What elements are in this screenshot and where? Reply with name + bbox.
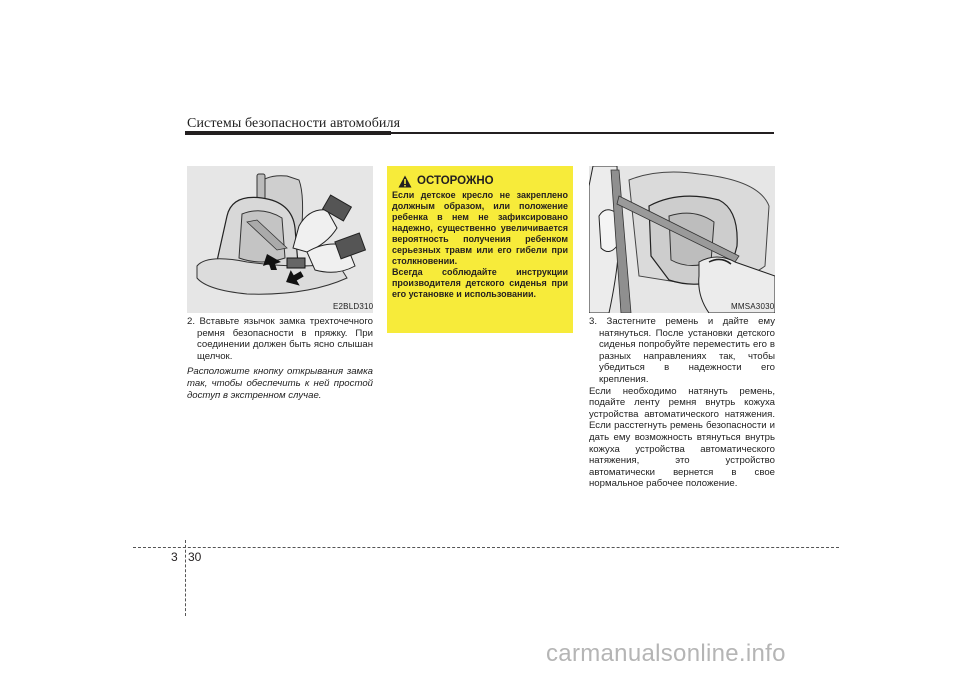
warning-title: ОСТОРОЖНО <box>417 175 494 187</box>
warning-box <box>387 166 573 333</box>
footer-dashed-rule <box>133 547 839 548</box>
seat-belt-pull-illustration <box>589 166 775 313</box>
warning-text <box>392 190 568 300</box>
footer-dashed-divider <box>185 540 186 616</box>
warning-paragraph-2: Всегда соблюдайте инструкции производителя детского сиденья при его установке и использовании. <box>392 267 568 299</box>
warning-triangle-icon <box>398 175 412 188</box>
warning-header <box>398 172 568 190</box>
section-number: 3 <box>171 550 178 564</box>
figure-seat-belt-pull <box>589 166 775 313</box>
belt-tension-paragraph: Если необходимо натянуть ремень, подайте ленту ремня внутрь кожуха устройства автоматического натяжения. Если расстегнуть ремень безопасности и дать ему возможность втянуться внутрь кожуха устройства автоматического натяжения, это устройство автоматически вернется в свое нормальное рабочее положение. <box>589 385 775 490</box>
watermark: carmanualsonline.info <box>546 640 786 667</box>
header-tab-bar <box>185 131 391 135</box>
figure-label-right: MMSA3030 <box>731 302 775 311</box>
left-column-text <box>187 316 373 401</box>
figure-child-seat-buckle <box>187 166 373 313</box>
step-3: 3. Застегните ремень и дайте ему натянуться. После установки детского сиденья попробуйте переместить его в разных направлениях так, чтобы убедиться в надежности его крепления. <box>589 316 775 385</box>
section-title: Системы безопасности автомобиля <box>187 116 401 131</box>
page-number: 30 <box>188 550 202 564</box>
child-seat-buckle-illustration <box>187 166 373 313</box>
figure-label-left: E2BLD310 <box>333 302 374 311</box>
button-placement-note: Расположите кнопку открывания замка так, чтобы обеспечить к ней простой доступ в экстренном случае. <box>187 366 373 401</box>
warning-paragraph-1: Если детское кресло не закреплено должным образом, или положение ребенка в нем не зафиксировано надежно, существенно увеличивается вероятность получения ребенком серьезных травм или его гибели при столкновении. <box>392 190 568 266</box>
right-column-text <box>589 316 775 490</box>
step-2: 2. Вставьте язычок замка трехточечного ремня безопасности в пряжку. При соединении должен быть ясно слышан щелчок. <box>187 316 373 362</box>
